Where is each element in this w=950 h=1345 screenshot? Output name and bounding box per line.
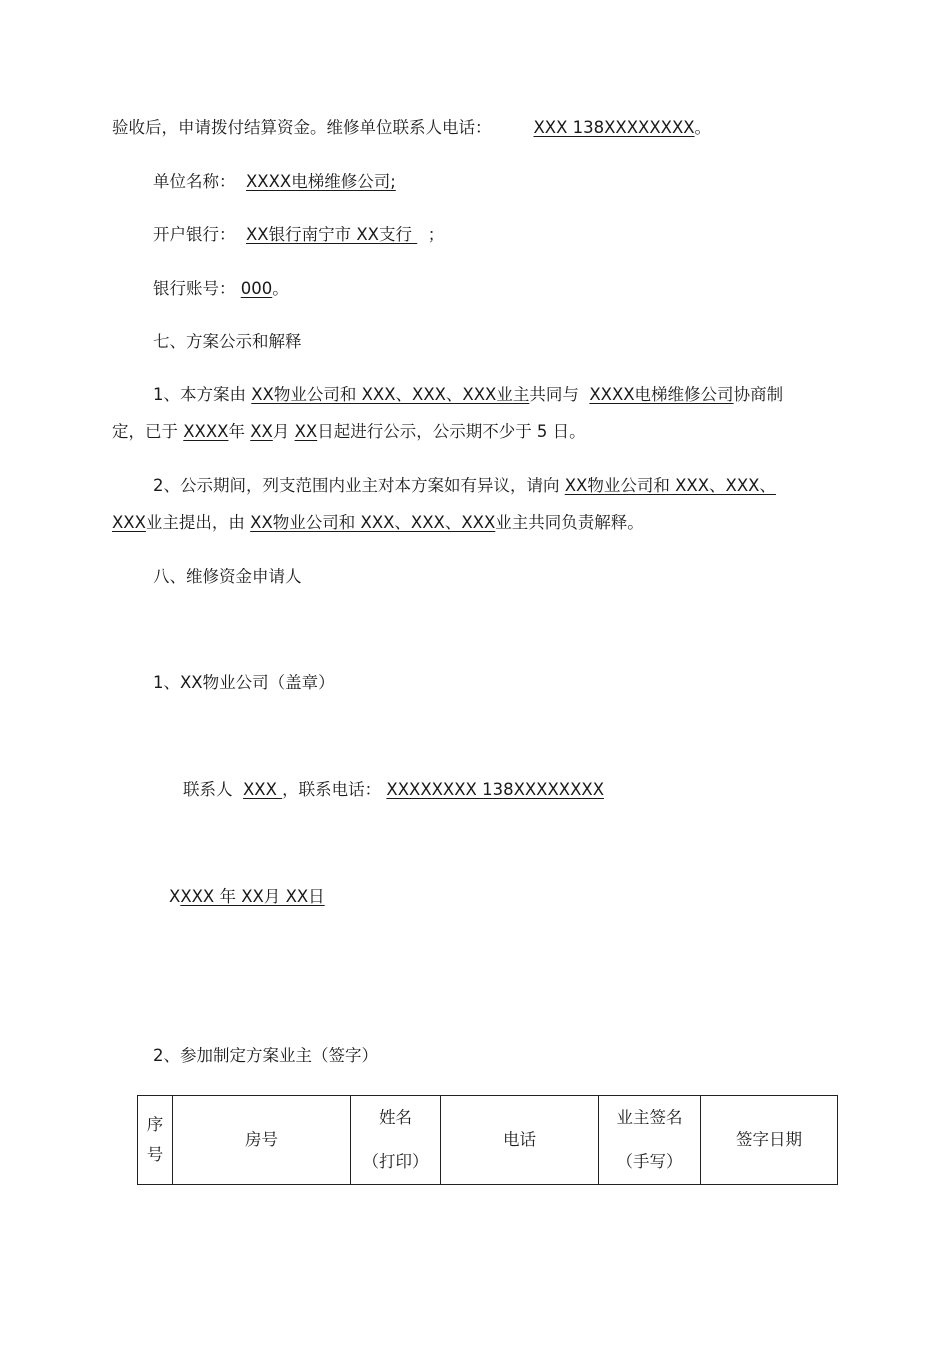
contact-line [183,779,604,801]
text: 姓名 [379,1108,412,1127]
date-value: XXX 年 XX月 XX日 [180,887,325,906]
contact-phone: XXX 138XXXXXXXX [533,118,695,137]
text: 日起进行公示，公示期不少于 5 日。 [317,422,586,441]
parties: XX物业公司和 XXX、XXX、XXX业主 [251,385,530,404]
text: 业主共同负责解释。 [495,513,644,532]
bank-value: XX银行南宁市 XX支行 [246,225,418,244]
text: 号 [146,1145,164,1164]
col-room: 房号 [173,1096,351,1185]
day: XX [294,422,318,441]
parties: XX物业公司和 XXX、XXX、 [564,476,776,495]
section-7-heading: 七、方案公示和解释 [153,332,302,351]
paragraph-payment [112,117,711,139]
text: ，联系电话： [282,780,387,799]
text: （打印） [362,1152,429,1171]
applicant-1: 1、XX物业公司（盖章） [153,673,335,692]
text: 定，已于 [112,422,184,441]
text: 共同与 [529,385,585,404]
account-value: 000 [240,279,273,298]
account-label: 银行账号： [153,279,236,298]
col-signature [599,1096,701,1185]
unit-label: 单位名称： [153,172,236,191]
contact-name: XXX [243,780,283,799]
text: 协商制 [733,385,784,404]
text: 2、公示期间，列支范围内业主对本方案如有异议，请向 [153,476,565,495]
applicant-2: 2、参加制定方案业主（签字） [153,1046,378,1065]
text: X [169,887,181,906]
text: 业主提出，由 [145,513,251,532]
contact-phone: XXXXXXXX 138XXXXXXXX [386,780,604,799]
parties: XX物业公司和 XXX、XXX、XXX [250,513,496,532]
col-date: 签字日期 [701,1096,838,1185]
company: XXXX电梯维修公司 [589,385,734,404]
col-name [351,1096,441,1185]
bank-line [153,224,444,246]
payment-text: 验收后，申请拨付结算资金。维修单位联系人电话： [112,118,492,137]
col-seq [138,1096,173,1185]
text: 业主签名 [616,1108,683,1127]
date-line [169,886,325,908]
punct: 。 [694,118,712,137]
section-7-2-line1 [153,475,776,497]
text: 1、本方案由 [153,385,252,404]
col-phone: 电话 [441,1096,599,1185]
text: （手写） [616,1152,683,1171]
text: 序 [146,1115,164,1134]
punct: ； [427,225,445,244]
section-8-heading: 八、维修资金申请人 [153,567,302,586]
year: XXXX [183,422,229,441]
section-7-1-line1 [153,384,783,406]
owner: XXX [112,513,146,532]
table-header-row [138,1096,838,1185]
text: 月 [272,422,295,441]
signature-table [137,1095,838,1185]
section-7-1-line2 [112,421,586,443]
unit-value: XXXX电梯维修公司; [246,172,396,191]
punct: 。 [272,279,289,298]
bank-label: 开户银行： [153,225,236,244]
account-line [153,278,289,300]
unit-name-line [153,171,396,193]
section-7-2-line2 [112,512,644,534]
text: 年 [228,422,251,441]
month: XX [250,422,273,441]
contact-label: 联系人 [183,780,238,799]
